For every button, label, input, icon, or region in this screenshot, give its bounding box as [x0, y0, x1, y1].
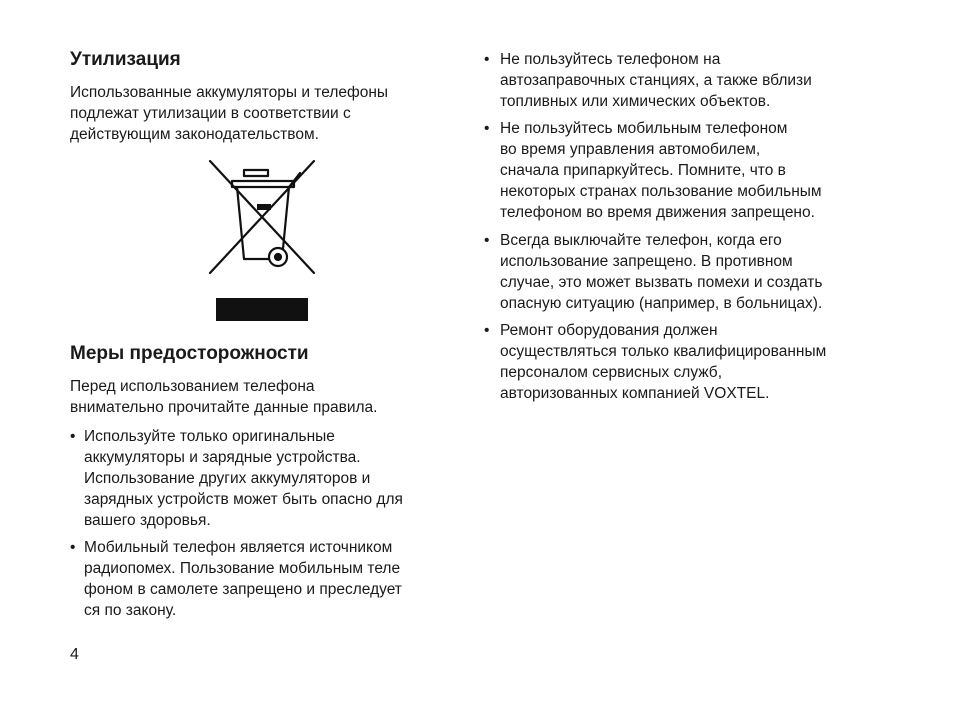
text-line: сначала припаркуйтесь. Помните, что в	[500, 162, 786, 179]
text-line: Не пользуйтесь мобильным телефоном	[500, 120, 788, 137]
bullet-icon: •	[484, 322, 490, 339]
text-line: Ремонт оборудования должен	[500, 322, 718, 339]
list-item-text	[500, 118, 822, 223]
text-line: использование запрещено. В противном	[500, 253, 793, 270]
text-line: авторизованных компанией VOXTEL.	[500, 385, 770, 402]
text-line: Использование других аккумуляторов и	[84, 470, 371, 487]
crossed-out-wheelie-bin-icon	[208, 157, 318, 277]
text-line: радиопомех. Пользование мобильным теле	[84, 560, 401, 577]
bullet-icon: •	[484, 51, 490, 68]
text-line: случае, это может вызвать помехи и создать	[500, 274, 823, 291]
text-line: во время управления автомобилем,	[500, 141, 761, 158]
text-line: Используйте только оригинальные	[84, 428, 335, 445]
text-line: Перед использованием телефона	[70, 378, 315, 395]
text-line: некоторых странах пользование мобильным	[500, 183, 822, 200]
text-line: персоналом сервисных служб,	[500, 364, 722, 381]
text-line: Всегда выключайте телефон, когда его	[500, 232, 782, 249]
list-item-text	[500, 320, 826, 404]
text-line: вашего здоровья.	[84, 512, 211, 529]
list-item-text	[84, 537, 402, 621]
text-line: ся по закону.	[84, 602, 177, 619]
text-line: телефоном во время движения запрещено.	[500, 204, 815, 221]
text-line: Мобильный телефон является источником	[84, 539, 393, 556]
text-line: зарядных устройств может быть опасно для	[84, 491, 403, 508]
text-line: фоном в самолете запрещено и преследует	[84, 581, 402, 598]
list-item-text	[500, 49, 812, 112]
separate-collection-bar	[216, 298, 308, 321]
text-line: аккумуляторы и зарядные устройства.	[84, 449, 361, 466]
text-line: опасную ситуацию (например, в больницах).	[500, 295, 823, 312]
bullet-icon: •	[70, 539, 76, 556]
disposal-heading: Утилизация	[70, 49, 181, 70]
bullet-icon: •	[484, 120, 490, 137]
page-number: 4	[70, 646, 79, 663]
disposal-paragraph	[70, 82, 388, 145]
text-line: внимательно прочитайте данные правила.	[70, 399, 378, 416]
precautions-intro	[70, 376, 377, 418]
bullet-icon: •	[484, 232, 490, 249]
text-line: Использованные аккумуляторы и телефоны	[70, 84, 389, 101]
bullet-icon: •	[70, 428, 76, 445]
text-line: автозаправочных станциях, а также вблизи	[500, 72, 812, 89]
list-item-text	[84, 426, 403, 531]
text-line: действующим законодательством.	[70, 126, 319, 143]
precautions-heading: Меры предосторожности	[70, 343, 309, 364]
list-item-text	[500, 230, 822, 314]
text-line: топливных или химических объектов.	[500, 93, 771, 110]
text-line: Не пользуйтесь телефоном на	[500, 51, 721, 68]
text-line: подлежат утилизации в соответствии с	[70, 105, 351, 122]
text-line: осуществляться только квалифицированным	[500, 343, 827, 360]
